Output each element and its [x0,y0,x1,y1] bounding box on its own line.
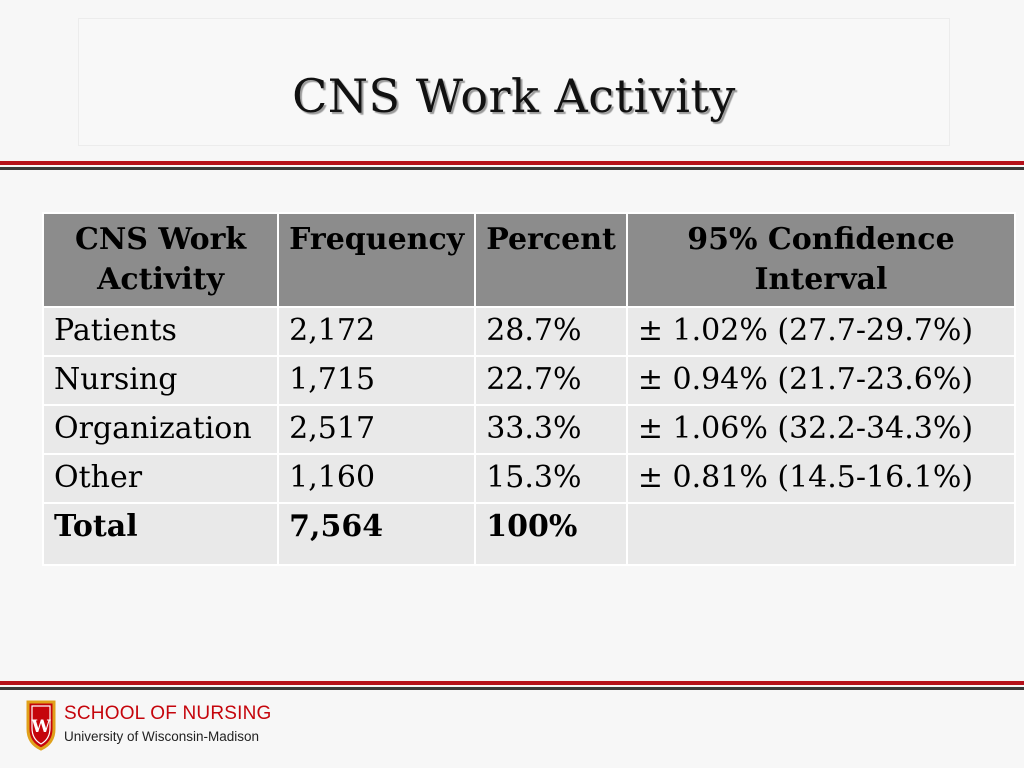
cell-frequency: 7,564 [278,503,475,565]
table-total-row [43,503,1015,565]
cell-frequency: 2,172 [278,307,475,356]
cell-frequency: 1,160 [278,454,475,503]
cell-activity: Organization [43,405,278,454]
cell-activity: Total [43,503,278,565]
table-row [43,307,1015,356]
table-header-row [43,213,1015,307]
cell-activity: Other [43,454,278,503]
cell-percent: 33.3% [475,405,627,454]
cell-frequency: 2,517 [278,405,475,454]
header-confidence-interval: 95% Confidence Interval [627,213,1015,307]
cell-percent: 100% [475,503,627,565]
cell-percent: 15.3% [475,454,627,503]
cell-frequency: 1,715 [278,356,475,405]
cell-confidence-interval: ± 1.02% (27.7-29.7%) [627,307,1015,356]
header-percent: Percent [475,213,627,307]
table-row [43,405,1015,454]
school-logo [24,699,284,753]
top-divider [0,161,1024,170]
table-row [43,454,1015,503]
header-frequency: Frequency [278,213,475,307]
table-row [43,356,1015,405]
uw-crest-icon [24,699,58,751]
bottom-divider [0,681,1024,690]
cell-percent: 22.7% [475,356,627,405]
cell-activity: Patients [43,307,278,356]
cell-activity: Nursing [43,356,278,405]
cell-confidence-interval: ± 0.81% (14.5-16.1%) [627,454,1015,503]
logo-university-name: University of Wisconsin-Madison [64,729,260,744]
title-box [78,18,950,146]
cell-confidence-interval: ± 1.06% (32.2-34.3%) [627,405,1015,454]
cell-confidence-interval: ± 0.94% (21.7-23.6%) [627,356,1015,405]
cell-percent: 28.7% [475,307,627,356]
svg-text:W: W [31,717,51,737]
cell-confidence-interval [627,503,1015,565]
activity-table [42,212,1016,566]
header-activity: CNS Work Activity [43,213,278,307]
logo-school-name: SCHOOL OF NURSING [64,703,272,724]
slide-title: CNS Work Activity [292,69,736,123]
